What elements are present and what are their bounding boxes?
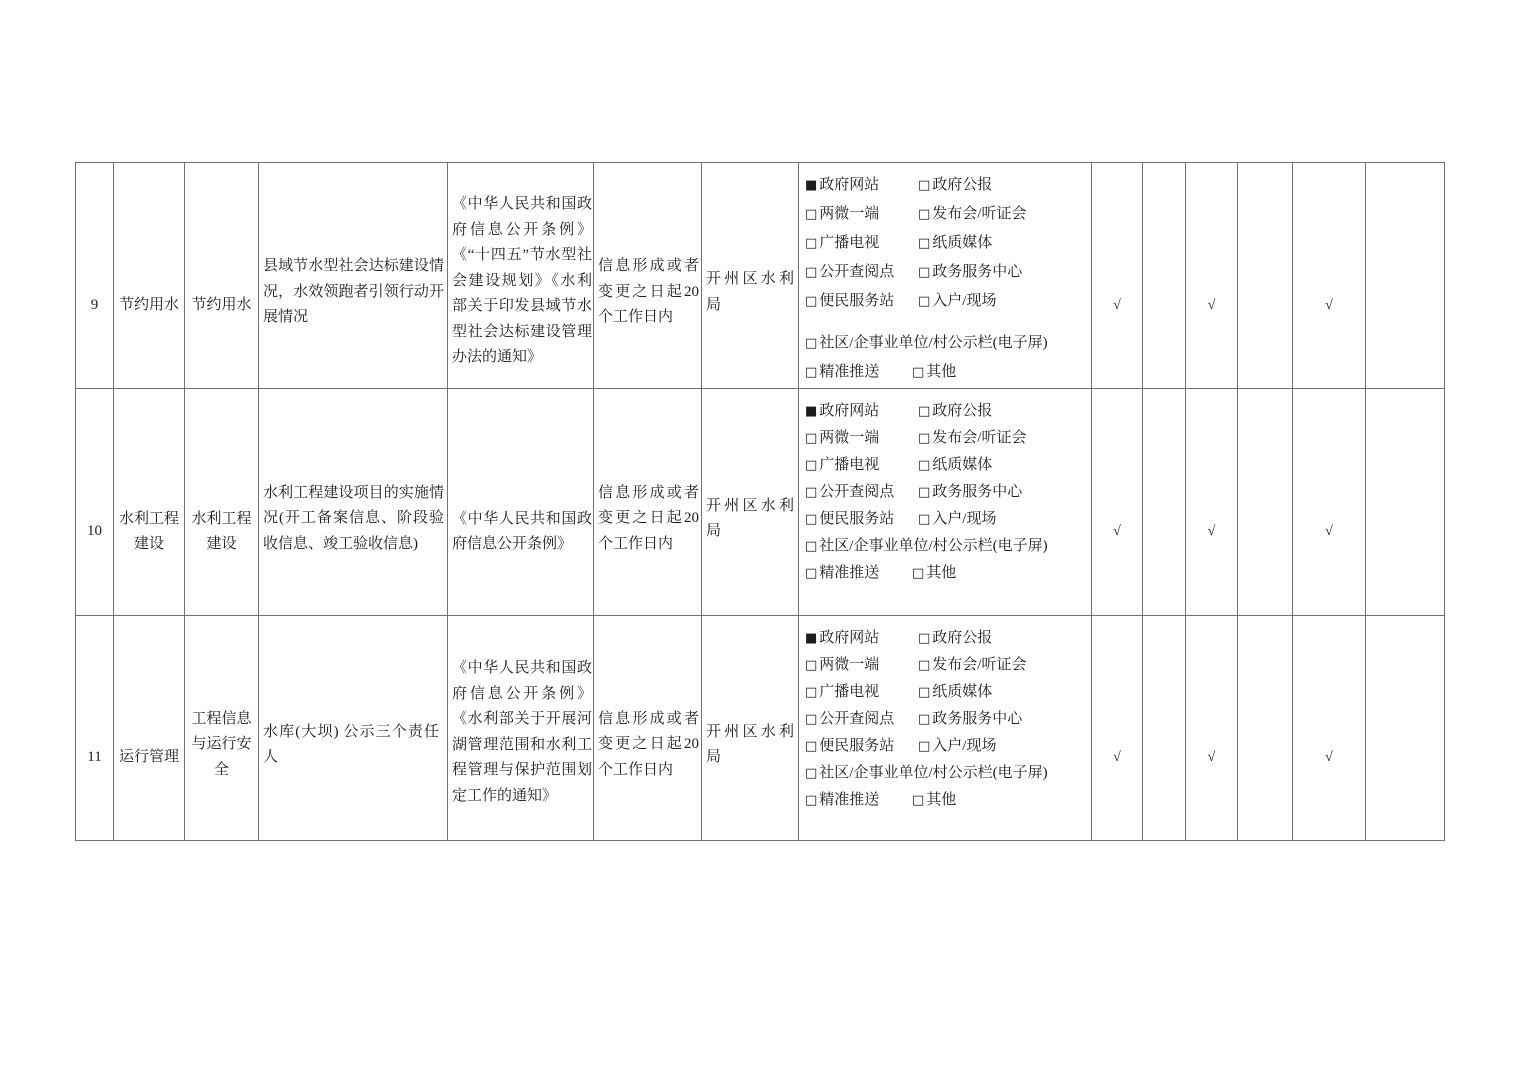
channel-option	[918, 398, 992, 425]
channel-option	[805, 200, 918, 229]
item-number: 10	[76, 389, 114, 616]
table-row	[76, 616, 1445, 841]
check-mark-cell: √	[1293, 163, 1366, 389]
disclosure-table	[75, 162, 1445, 841]
secondary-category: 工程信息与运行安全	[185, 616, 259, 841]
channel-line	[805, 706, 1087, 733]
checkbox-unchecked-icon: □	[805, 431, 818, 446]
check-mark-cell	[1366, 389, 1445, 616]
checkbox-unchecked-icon: □	[918, 431, 931, 446]
channel-line	[805, 560, 1087, 587]
checkbox-unchecked-icon: □	[805, 458, 818, 473]
channel-option	[918, 506, 996, 533]
channel-label: 社区/企事业单位/村公示栏(电子屏)	[819, 335, 1048, 351]
checkbox-unchecked-icon: □	[805, 685, 818, 700]
checkbox-unchecked-icon: □	[918, 512, 931, 527]
channel-option	[918, 733, 996, 760]
channel-option	[805, 733, 918, 760]
channel-option	[805, 506, 918, 533]
checkbox-unchecked-icon: □	[805, 766, 818, 781]
channel-option	[805, 760, 1048, 787]
checkbox-unchecked-icon: □	[918, 404, 931, 419]
primary-category: 水利工程建设	[114, 389, 185, 616]
checkbox-unchecked-icon: □	[805, 294, 818, 309]
disclosure-basis: 《中华人民共和国政府信息公开条例》	[448, 389, 594, 616]
checkbox-unchecked-icon: □	[918, 685, 931, 700]
channel-option	[805, 533, 1048, 560]
channel-label: 纸质媒体	[932, 235, 993, 251]
channel-label: 广播电视	[819, 235, 880, 251]
table-body	[76, 163, 1445, 841]
channel-option	[805, 171, 918, 200]
channel-line	[805, 287, 1087, 316]
check-mark-cell: √	[1092, 616, 1143, 841]
disclosure-time-limit: 信息形成或者变更之日起20个工作日内	[594, 389, 702, 616]
channel-label: 其他	[926, 792, 957, 808]
disclosure-content: 水库(大坝) 公示三个责任人	[259, 616, 448, 841]
item-number: 11	[76, 616, 114, 841]
channel-option	[912, 358, 956, 387]
channel-label: 精准推送	[819, 364, 880, 380]
channel-option	[805, 287, 918, 316]
channel-line	[805, 479, 1087, 506]
checkbox-checked-icon: ■	[805, 404, 818, 419]
checkbox-unchecked-icon: □	[918, 236, 931, 251]
check-mark-cell: √	[1186, 163, 1238, 389]
channel-label: 其他	[926, 565, 957, 581]
channel-label: 入户/现场	[932, 293, 997, 309]
channel-option	[918, 287, 996, 316]
disclosure-content: 县域节水型社会达标建设情况，水效领跑者引领行动开展情况	[259, 163, 448, 389]
checkbox-unchecked-icon: □	[918, 178, 931, 193]
channel-label: 纸质媒体	[932, 684, 993, 700]
check-mark-cell: √	[1293, 389, 1366, 616]
disclosure-subject: 开州区水利局	[702, 389, 799, 616]
checkbox-unchecked-icon: □	[918, 207, 931, 222]
channel-line	[805, 787, 1087, 814]
channel-option	[918, 625, 992, 652]
checkbox-unchecked-icon: □	[805, 236, 818, 251]
checkbox-unchecked-icon: □	[805, 336, 818, 351]
channel-line	[805, 533, 1087, 560]
disclosure-basis: 《中华人民共和国政府信息公开条例》《“十四五”节水型社会建设规划》《水利部关于印发县域节水型社会达标建设管理办法的通知》	[448, 163, 594, 389]
channel-line	[805, 329, 1087, 358]
channel-label: 便民服务站	[819, 293, 895, 309]
channel-label: 政府公报	[932, 403, 993, 419]
checkbox-unchecked-icon: □	[918, 658, 931, 673]
checkbox-unchecked-icon: □	[805, 512, 818, 527]
checkbox-unchecked-icon: □	[912, 566, 925, 581]
checkbox-unchecked-icon: □	[805, 739, 818, 754]
channel-line	[805, 171, 1087, 200]
check-mark-cell	[1366, 616, 1445, 841]
checkbox-unchecked-icon: □	[805, 485, 818, 500]
check-mark-cell: √	[1293, 616, 1366, 841]
channel-label: 政府公报	[932, 177, 993, 193]
item-number: 9	[76, 163, 114, 389]
channel-option	[805, 358, 912, 387]
disclosure-subject: 开州区水利局	[702, 616, 799, 841]
channel-label: 发布会/听证会	[932, 430, 1027, 446]
disclosure-time-limit: 信息形成或者变更之日起20个工作日内	[594, 616, 702, 841]
channel-option	[918, 425, 1026, 452]
channel-label: 两微一端	[819, 430, 880, 446]
channel-option	[805, 706, 918, 733]
checkbox-unchecked-icon: □	[918, 485, 931, 500]
channel-option	[805, 625, 918, 652]
disclosure-basis: 《中华人民共和国政府信息公开条例》《水利部关于开展河湖管理范围和水利工程管理与保护范围划定工作的通知》	[448, 616, 594, 841]
disclosure-subject: 开州区水利局	[702, 163, 799, 389]
channel-label: 社区/企事业单位/村公示栏(电子屏)	[819, 765, 1048, 781]
channel-label: 入户/现场	[932, 511, 997, 527]
channel-label: 其他	[926, 364, 957, 380]
channel-option	[805, 679, 918, 706]
channel-option	[918, 229, 992, 258]
checkbox-unchecked-icon: □	[805, 793, 818, 808]
check-mark-cell	[1143, 163, 1186, 389]
channel-option	[918, 171, 992, 200]
check-mark-cell	[1143, 389, 1186, 616]
check-mark-cell	[1238, 163, 1293, 389]
channel-label: 纸质媒体	[932, 457, 993, 473]
channel-option	[805, 329, 1048, 358]
checkbox-unchecked-icon: □	[918, 739, 931, 754]
checkbox-unchecked-icon: □	[918, 631, 931, 646]
channel-line	[805, 506, 1087, 533]
channel-label: 广播电视	[819, 457, 880, 473]
checkbox-unchecked-icon: □	[912, 793, 925, 808]
channel-label: 政府网站	[819, 177, 880, 193]
channel-label: 入户/现场	[932, 738, 997, 754]
channel-line	[805, 425, 1087, 452]
channel-label: 精准推送	[819, 792, 880, 808]
disclosure-time-limit: 信息形成或者变更之日起20个工作日内	[594, 163, 702, 389]
disclosure-channels	[799, 389, 1092, 616]
table-row	[76, 389, 1445, 616]
checkbox-unchecked-icon: □	[805, 539, 818, 554]
checkbox-unchecked-icon: □	[805, 566, 818, 581]
channel-line	[805, 258, 1087, 287]
table-row	[76, 163, 1445, 389]
channel-option	[805, 787, 912, 814]
channel-line	[805, 358, 1087, 387]
channel-line	[805, 760, 1087, 787]
checkbox-unchecked-icon: □	[805, 265, 818, 280]
channel-line	[805, 652, 1087, 679]
channel-label: 政府网站	[819, 403, 880, 419]
channel-label: 公开查阅点	[819, 711, 895, 727]
channel-option	[918, 258, 1022, 287]
channel-label: 社区/企事业单位/村公示栏(电子屏)	[819, 538, 1048, 554]
channel-option	[805, 425, 918, 452]
channel-line	[805, 229, 1087, 258]
channel-option	[805, 258, 918, 287]
channel-label: 政府网站	[819, 630, 880, 646]
checkbox-unchecked-icon: □	[918, 294, 931, 309]
channel-label: 便民服务站	[819, 511, 895, 527]
checkbox-checked-icon: ■	[805, 178, 818, 193]
channel-option	[805, 560, 912, 587]
channel-line	[805, 200, 1087, 229]
check-mark-cell	[1238, 389, 1293, 616]
channel-option	[912, 787, 956, 814]
channel-option	[805, 652, 918, 679]
channel-label: 两微一端	[819, 657, 880, 673]
check-mark-cell	[1366, 163, 1445, 389]
channel-option	[805, 398, 918, 425]
channel-label: 政务服务中心	[932, 264, 1023, 280]
channel-option	[918, 452, 992, 479]
channel-option	[918, 679, 992, 706]
secondary-category: 水利工程建设	[185, 389, 259, 616]
checkbox-unchecked-icon: □	[918, 265, 931, 280]
checkbox-unchecked-icon: □	[805, 658, 818, 673]
channel-label: 广播电视	[819, 684, 880, 700]
channel-label: 政府公报	[932, 630, 993, 646]
checkbox-unchecked-icon: □	[918, 712, 931, 727]
channel-label: 发布会/听证会	[932, 657, 1027, 673]
channel-option	[918, 652, 1026, 679]
checkbox-unchecked-icon: □	[805, 712, 818, 727]
check-mark-cell: √	[1092, 389, 1143, 616]
channel-option	[805, 452, 918, 479]
channel-line	[805, 625, 1087, 652]
checkbox-unchecked-icon: □	[805, 207, 818, 222]
channel-label: 两微一端	[819, 206, 880, 222]
channel-label: 公开查阅点	[819, 484, 895, 500]
check-mark-cell	[1143, 616, 1186, 841]
channel-line	[805, 398, 1087, 425]
primary-category: 节约用水	[114, 163, 185, 389]
disclosure-channels	[799, 163, 1092, 389]
channel-label: 政务服务中心	[932, 484, 1023, 500]
channel-option	[805, 479, 918, 506]
check-mark-cell: √	[1092, 163, 1143, 389]
channel-option	[918, 479, 1022, 506]
channel-line	[805, 733, 1087, 760]
check-mark-cell: √	[1186, 389, 1238, 616]
channel-option	[912, 560, 956, 587]
channel-label: 公开查阅点	[819, 264, 895, 280]
channel-label: 便民服务站	[819, 738, 895, 754]
channel-option	[918, 200, 1026, 229]
checkbox-unchecked-icon: □	[805, 365, 818, 380]
checkbox-unchecked-icon: □	[918, 458, 931, 473]
disclosure-content: 水利工程建设项目的实施情况(开工备案信息、阶段验收信息、竣工验收信息)	[259, 389, 448, 616]
channel-label: 发布会/听证会	[932, 206, 1027, 222]
disclosure-channels	[799, 616, 1092, 841]
check-mark-cell: √	[1186, 616, 1238, 841]
channel-label: 政务服务中心	[932, 711, 1023, 727]
channel-label: 精准推送	[819, 565, 880, 581]
channel-option	[918, 706, 1022, 733]
checkbox-unchecked-icon: □	[912, 365, 925, 380]
checkbox-checked-icon: ■	[805, 631, 818, 646]
check-mark-cell	[1238, 616, 1293, 841]
channel-line	[805, 452, 1087, 479]
primary-category: 运行管理	[114, 616, 185, 841]
channel-option	[805, 229, 918, 258]
secondary-category: 节约用水	[185, 163, 259, 389]
channel-line	[805, 679, 1087, 706]
